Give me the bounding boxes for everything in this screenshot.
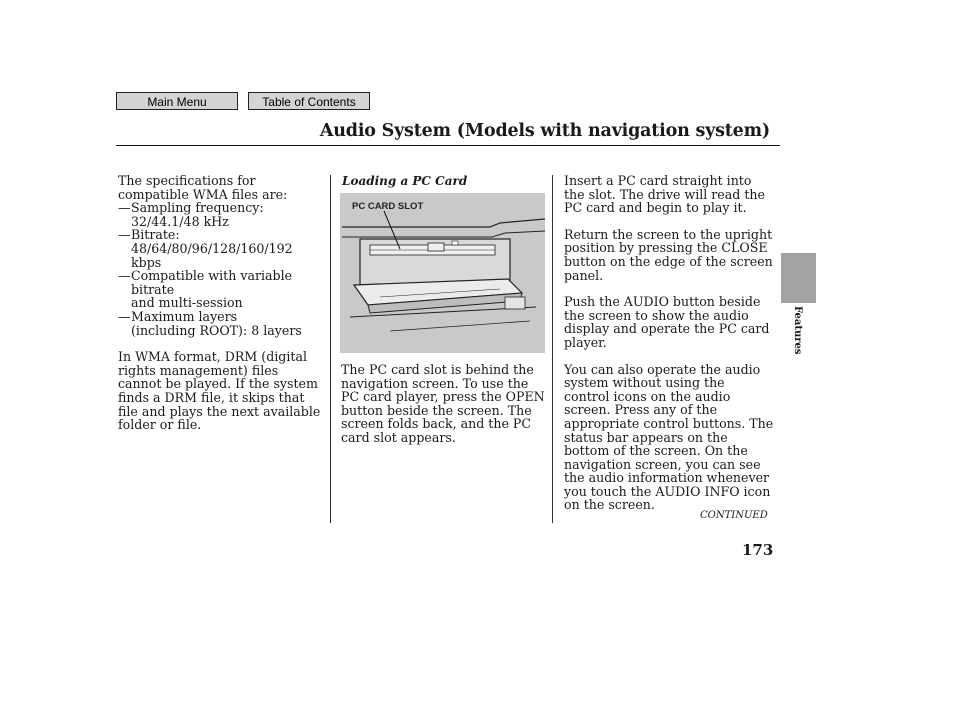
insert-paragraph: Insert a PC card straight into the slot. The drive will read the PC card and begin to play it. (564, 173, 765, 216)
close-paragraph: Return the screen to the upright position by pressing the CLOSE button on the edge of the screen panel. (564, 226, 773, 283)
table-of-contents-button[interactable]: Table of Contents (248, 92, 370, 110)
column-divider (552, 175, 553, 523)
pc-card-slot-drawing (340, 193, 545, 353)
column-divider (330, 175, 331, 523)
list-item: — Maximum layers (including ROOT): 8 layers (118, 308, 302, 338)
section-tab (781, 253, 816, 303)
left-column (118, 174, 323, 445)
list-item: — Compatible with variable bitrate and multi-session (118, 268, 293, 311)
list-item: — Bitrate: 48/64/80/96/128/160/192 kbps (118, 227, 293, 270)
continued-label: CONTINUED (700, 510, 768, 521)
pc-card-slot-illustration (340, 193, 545, 353)
header-rule (116, 145, 780, 146)
middle-column (341, 363, 546, 458)
drm-paragraph: In WMA format, DRM (digital rights management) files cannot be played. If the system finds a DRM file, it skips that file and plays the next available folder or file. (118, 349, 321, 433)
spec-list (118, 201, 323, 337)
audio-paragraph: Push the AUDIO button beside the screen to show the audio display and operate the PC card player. (564, 294, 770, 350)
slot-paragraph: The PC card slot is behind the navigation screen. To use the PC card player, press the OPEN button beside the screen. The screen folds back, and the PC card slot appears. (341, 362, 545, 445)
page-number: 173 (742, 541, 774, 559)
section-label: Features (792, 306, 803, 355)
figure-caption: Loading a PC Card (342, 174, 468, 188)
wma-intro: The specifications for compatible WMA files are: (118, 173, 288, 202)
main-menu-button[interactable]: Main Menu (116, 92, 238, 110)
right-column (564, 174, 774, 525)
page-title: Audio System (Models with navigation system) (319, 121, 770, 141)
controls-paragraph: You can also operate the audio system without using the control icons on the audio screen. Press any of the appropriate control buttons. The status bar appears on the bottom of the screen. On the navigation screen, you can see the audio information whenever you touch the AUDIO INFO icon on the screen. (564, 361, 774, 513)
pc-card-slot-label: PC CARD SLOT (352, 201, 424, 212)
list-item: — Sampling frequency: 32/44.1/48 kHz (118, 200, 264, 229)
